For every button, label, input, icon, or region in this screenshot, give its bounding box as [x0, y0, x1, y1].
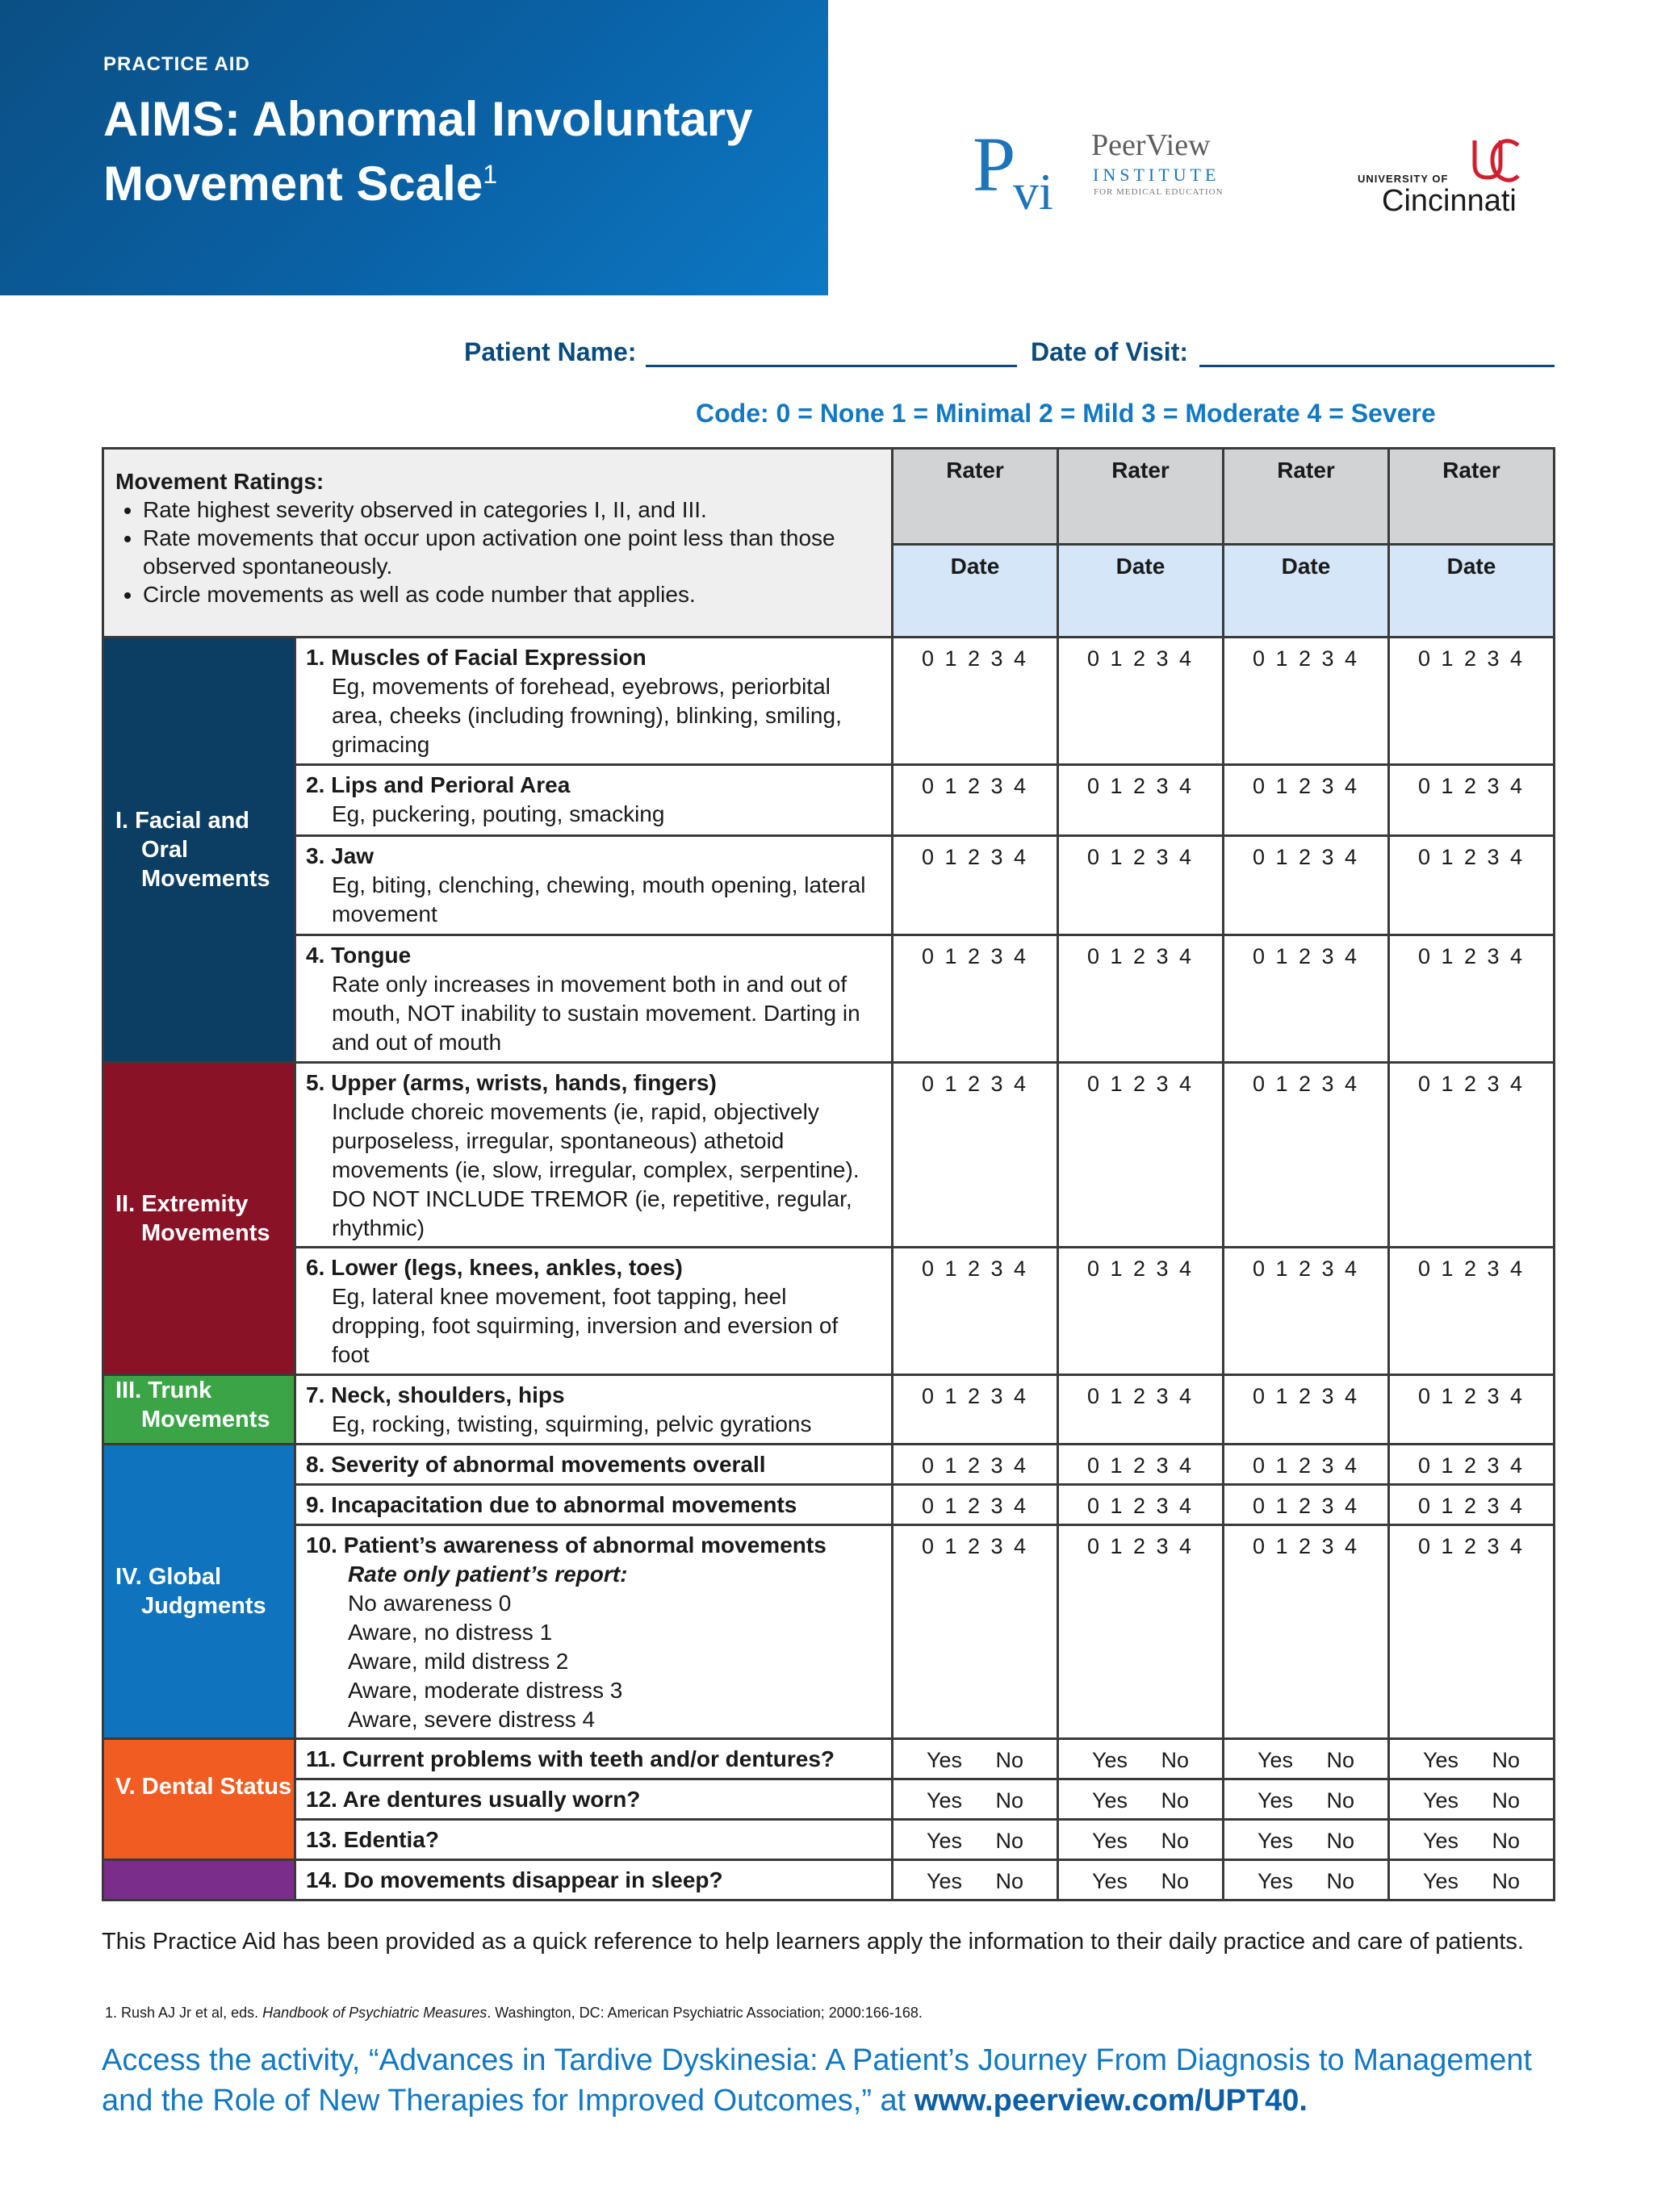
uc-logo — [1352, 137, 1530, 218]
item-3: 3. Jaw Eg, biting, clenching, chewing, mouth opening, lateral movement — [295, 836, 893, 935]
uc-cincinnati: Cincinnati — [1382, 184, 1517, 218]
score-options[interactable]: 0 1 2 3 4 — [893, 1445, 1058, 1485]
activity-link[interactable]: www.peerview.com/UPT40. — [914, 2084, 1308, 2118]
score-options[interactable]: 0 1 2 3 4 — [1389, 1063, 1555, 1248]
score-options[interactable]: 0 1 2 3 4 — [1058, 638, 1224, 765]
section-facial-oral: I. Facial and Oral Movements — [103, 638, 295, 1063]
score-options[interactable]: 0 1 2 3 4 — [893, 1485, 1058, 1525]
pvi-subtitle: FOR MEDICAL EDUCATION — [1094, 187, 1224, 197]
score-options[interactable]: 0 1 2 3 4 — [1389, 935, 1555, 1063]
yes-no-options[interactable]: Yes No — [893, 1820, 1058, 1860]
rater-header[interactable]: Rater — [1058, 449, 1224, 545]
item-6: 6. Lower (legs, knees, ankles, toes) Eg, lateral knee movement, foot tapping, heel dropping, foot squirming, inversion and eversion of foot — [295, 1248, 893, 1375]
aims-table — [102, 447, 1555, 1901]
footnote: 1. Rush AJ Jr et al, eds. Handbook of Psychiatric Measures. Washington, DC: American Psychiatric Association; 2000:166-168. — [105, 2005, 923, 2021]
date-of-visit-label: Date of Visit: — [1031, 337, 1188, 366]
yes-no-options[interactable]: Yes No — [1058, 1820, 1224, 1860]
yes-no-options[interactable]: Yes No — [1224, 1739, 1389, 1779]
movement-ratings-instructions — [103, 449, 893, 638]
yes-no-options[interactable]: Yes No — [1389, 1739, 1555, 1779]
section-trunk: III. Trunk Movements — [103, 1375, 295, 1445]
patient-name-label: Patient Name: — [464, 337, 637, 366]
score-options[interactable]: 0 1 2 3 4 — [893, 638, 1058, 765]
uc-mark-icon — [1465, 137, 1521, 186]
score-options[interactable]: 0 1 2 3 4 — [1389, 638, 1555, 765]
score-options[interactable]: 0 1 2 3 4 — [1389, 1248, 1555, 1375]
page-title — [103, 87, 814, 216]
item-13: 13. Edentia? — [295, 1820, 893, 1860]
yes-no-options[interactable]: Yes No — [1389, 1820, 1555, 1860]
yes-no-options[interactable]: Yes No — [1224, 1779, 1389, 1820]
rater-header[interactable]: Rater — [893, 449, 1058, 545]
pvi-monogram: P vi — [973, 121, 1053, 220]
movement-ratings-title: Movement Ratings: — [115, 469, 324, 494]
score-options[interactable]: 0 1 2 3 4 — [1389, 1445, 1555, 1485]
item-5: 5. Upper (arms, wrists, hands, fingers) Include choreic movements (ie, rapid, objectively purposeless, irregular, spontaneous) athetoid movements (ie, slow, irregular, complex, serpentine). DO NOT INCLUDE TREMOR (ie, repetitive, regular, rhythmic) — [295, 1063, 893, 1248]
score-options[interactable]: 0 1 2 3 4 — [1058, 1525, 1224, 1739]
item-7: 7. Neck, shoulders, hips Eg, rocking, twisting, squirming, pelvic gyrations — [295, 1375, 893, 1445]
score-options[interactable]: 0 1 2 3 4 — [1224, 1445, 1389, 1485]
score-options[interactable]: 0 1 2 3 4 — [1058, 1485, 1224, 1525]
yes-no-options[interactable]: Yes No — [1058, 1860, 1224, 1900]
score-options[interactable]: 0 1 2 3 4 — [1058, 765, 1224, 836]
yes-no-options[interactable]: Yes No — [1058, 1779, 1224, 1820]
item-10: 10. Patient’s awareness of abnormal movements Rate only patient’s report: No awareness 0 Aware, no distress 1 Aware, mild distress 2 Aware, moderate distress 3 Aware, severe distress 4 — [295, 1525, 893, 1739]
access-activity-text: Access the activity, “Advances in Tardive Dyskinesia: A Patient’s Journey From Diagnosis to Management and the Role of New Therapies for Improved Outcomes,” at www.peerview.com/UPT40. — [102, 2043, 1533, 2118]
yes-no-options[interactable]: Yes No — [893, 1860, 1058, 1900]
item-14: 14. Do movements disappear in sleep? — [295, 1860, 893, 1900]
date-header[interactable]: Date — [1058, 545, 1224, 638]
score-options[interactable]: 0 1 2 3 4 — [893, 1525, 1058, 1739]
item-2: 2. Lips and Perioral Area Eg, puckering, pouting, smacking — [295, 765, 893, 836]
score-options[interactable]: 0 1 2 3 4 — [1058, 1063, 1224, 1248]
score-options[interactable]: 0 1 2 3 4 — [1058, 1375, 1224, 1445]
score-options[interactable]: 0 1 2 3 4 — [1224, 765, 1389, 836]
score-options[interactable]: 0 1 2 3 4 — [1389, 836, 1555, 935]
pvi-name: PeerView — [1091, 128, 1211, 162]
title-footnote-ref: 1 — [483, 160, 497, 189]
section-sleep — [103, 1860, 295, 1900]
ratings-bullet: • Rate highest severity observed in categories I, II, and III. — [143, 496, 880, 524]
title-line-2: Movement Scale — [103, 157, 483, 211]
ratings-bullet: • Circle movements as well as code number that applies. — [143, 580, 880, 608]
score-options[interactable]: 0 1 2 3 4 — [1224, 638, 1389, 765]
score-options[interactable]: 0 1 2 3 4 — [1224, 836, 1389, 935]
disclaimer: This Practice Aid has been provided as a quick reference to help learners apply the information to their daily practice and care of patients. — [102, 1929, 1524, 1955]
item-9: 9. Incapacitation due to abnormal movements — [295, 1485, 893, 1525]
score-options[interactable]: 0 1 2 3 4 — [1058, 935, 1224, 1063]
pvi-institute: INSTITUTE — [1093, 165, 1220, 185]
score-options[interactable]: 0 1 2 3 4 — [1389, 765, 1555, 836]
section-dental: V. Dental Status — [103, 1739, 295, 1860]
uc-university-of: UNIVERSITY OF — [1358, 173, 1449, 185]
item-12: 12. Are dentures usually worn? — [295, 1779, 893, 1820]
yes-no-options[interactable]: Yes No — [1389, 1779, 1555, 1820]
score-options[interactable]: 0 1 2 3 4 — [1224, 1525, 1389, 1739]
score-options[interactable]: 0 1 2 3 4 — [1058, 1248, 1224, 1375]
score-options[interactable]: 0 1 2 3 4 — [1224, 1063, 1389, 1248]
date-header[interactable]: Date — [893, 545, 1058, 638]
rater-header[interactable]: Rater — [1224, 449, 1389, 545]
yes-no-options[interactable]: Yes No — [893, 1779, 1058, 1820]
practice-aid-label: PRACTICE AID — [103, 53, 250, 75]
score-options[interactable]: 0 1 2 3 4 — [1224, 1375, 1389, 1445]
ratings-bullet: • Rate movements that occur upon activation one point less than those observed spontaneously. — [143, 524, 880, 580]
date-header[interactable]: Date — [1389, 545, 1555, 638]
yes-no-options[interactable]: Yes No — [1224, 1860, 1389, 1900]
item-8: 8. Severity of abnormal movements overall — [295, 1445, 893, 1485]
score-options[interactable]: 0 1 2 3 4 — [893, 1375, 1058, 1445]
score-options[interactable]: 0 1 2 3 4 — [1224, 1248, 1389, 1375]
code-legend: Code: 0 = None 1 = Minimal 2 = Mild 3 = Moderate 4 = Severe — [696, 399, 1436, 428]
score-options[interactable]: 0 1 2 3 4 — [893, 1063, 1058, 1248]
yes-no-options[interactable]: Yes No — [893, 1739, 1058, 1779]
score-options[interactable]: 0 1 2 3 4 — [1224, 935, 1389, 1063]
score-options[interactable]: 0 1 2 3 4 — [893, 935, 1058, 1063]
rater-header[interactable]: Rater — [1389, 449, 1555, 545]
score-options[interactable]: 0 1 2 3 4 — [1389, 1525, 1555, 1739]
section-extremity: II. Extremity Movements — [103, 1063, 295, 1375]
date-header[interactable]: Date — [1224, 545, 1389, 638]
patient-name-field[interactable] — [646, 365, 1017, 367]
yes-no-options[interactable]: Yes No — [1224, 1820, 1389, 1860]
score-options[interactable]: 0 1 2 3 4 — [893, 1248, 1058, 1375]
score-options[interactable]: 0 1 2 3 4 — [893, 765, 1058, 836]
item-4: 4. Tongue Rate only increases in movement both in and out of mouth, NOT inability to sustain movement. Darting in and out of mouth — [295, 935, 893, 1063]
date-of-visit-field[interactable] — [1199, 365, 1555, 367]
score-options[interactable]: 0 1 2 3 4 — [1389, 1375, 1555, 1445]
yes-no-options[interactable]: Yes No — [1058, 1739, 1224, 1779]
score-options[interactable]: 0 1 2 3 4 — [1058, 836, 1224, 935]
item-11: 11. Current problems with teeth and/or dentures? — [295, 1739, 893, 1779]
item-1: 1. Muscles of Facial Expression Eg, movements of forehead, eyebrows, periorbital area, cheeks (including frowning), blinking, smiling, grimacing — [295, 638, 893, 765]
peerview-logo — [973, 121, 1239, 223]
title-line-1: AIMS: Abnormal Involuntary — [103, 92, 753, 146]
section-global: IV. Global Judgments — [103, 1445, 295, 1739]
score-options[interactable]: 0 1 2 3 4 — [1058, 1445, 1224, 1485]
score-options[interactable]: 0 1 2 3 4 — [1224, 1485, 1389, 1525]
score-options[interactable]: 0 1 2 3 4 — [1389, 1485, 1555, 1525]
yes-no-options[interactable]: Yes No — [1389, 1860, 1555, 1900]
score-options[interactable]: 0 1 2 3 4 — [893, 836, 1058, 935]
